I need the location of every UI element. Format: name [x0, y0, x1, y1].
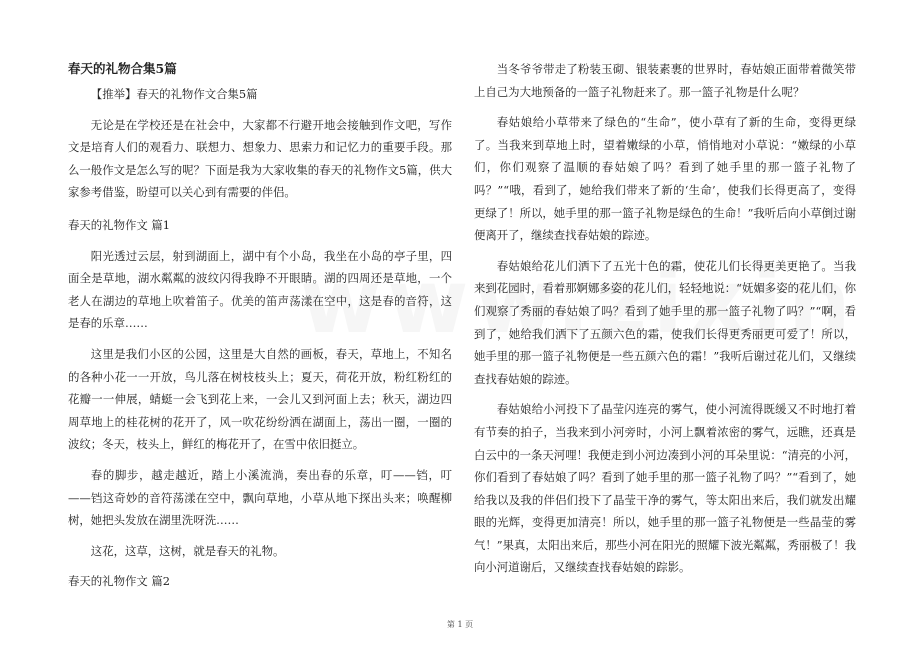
- section-2-title: 春天的礼物作文 篇2: [68, 574, 170, 589]
- right-column: [474, 58, 856, 587]
- right-paragraph-3: 春姑娘给花儿们洒下了五光十色的霜，使花儿们长得更美更艳了。当我来到花园时，看着那婀娜多姿的花儿们，轻轻地说：“妩媚多姿的花儿们，你们观察了秀丽的春姑娘了吗？看到了她手里的那一篮子礼物了吗？”“啊，看到了，她给我们洒下了五颜六色的霜，使我们长得更秀丽更可爱了！所以，她手里的那一篮子礼物便是一些五颜六色的霜！”我听后谢过花儿们，又继续查找春姑娘的踪迹。: [474, 258, 856, 386]
- right-paragraph-1: 当冬爷爷带走了粉装玉砌、银装素裹的世界时，春姑娘正面带着微笑带上自己为大地预备的一篮子礼物赶来了。那一篮子礼物是什么呢？: [474, 62, 856, 99]
- intro-paragraph: 无论是在学校还是在社会中，大家都不行避开地会接触到作文吧，写作文是培育人们的观看力、联想力、想象力、思索力和记忆力的重要手段。那么一般作文是怎么写的呢？下面是我为大家收集的春天的礼物作文5篇，供大家参考借鉴，盼望可以关心到有需要的伴侣。: [68, 117, 452, 200]
- left-column: [68, 58, 452, 601]
- section-1-paragraph-1: 阳光透过云层，射到湖面上，湖中有个小岛，我坐在小岛的亭子里，四面全是草地，湖水粼粼的波纹闪得我睁不开眼睛。湖的四周还是草地，一个老人在湖边的草地上吹着笛子。优美的笛声荡漾在空中，这是春的音符，这是春的乐章……: [68, 248, 452, 331]
- right-paragraph-2: 春姑娘给小草带来了绿色的“生命”，使小草有了新的生命，变得更绿了。当我来到草地上时，望着嫩绿的小草，悄悄地对小草说：“嫩绿的小草们，你们观察了温顺的春姑娘了吗？看到了她手里的那一篮子礼物了吗？”“哦，看到了，她给我们带来了新的‘生命’，使我们长得更高了，变得更绿了！所以，她手里的那一篮子礼物是绿色的生命！”我听后向小草倒过谢便离开了，继续查找春姑娘的踪迹。: [474, 115, 856, 243]
- document-title: 春天的礼物合集5篇: [68, 61, 177, 76]
- section-1-paragraph-3: 春的脚步，越走越近，踏上小溪流淌，奏出春的乐章，叮——铛，叮——铛这奇妙的音符荡漾在空中，飘向草地，小草从地下探出头来；唤醒柳树，她把头发放在湖里洗呀洗……: [68, 467, 452, 528]
- right-paragraph-4: 春姑娘给小河投下了晶莹闪连亮的雾气，使小河流得既缓又不时地打着有节奏的拍子，当我来到小河旁时，小河上飘着浓密的雾气，远瞧，还真是白云中的一条天河哩！我便走到小河边凑到小河的耳朵里说：“清亮的小河，你们看到了春姑娘了吗？看到了她手里的那一篮子礼物了吗？”“看到了，她给我以及我的伴侣们投下了晶莹干净的雾气，等太阳出来后，我们就发出耀眼的光辉，变得更加清亮！所以，她手里的那一篮子礼物便是一些晶莹的雾气！”果真，太阳出来后，那些小河在阳光的照耀下波光粼粼，秀丽极了！我向小河道谢后，又继续查找春姑娘的踪影。: [474, 402, 856, 575]
- section-1-paragraph-2: 这里是我们小区的公园，这里是大自然的画板，春天，草地上，不知名的各种小花一一开放，鸟儿落在树枝枝头上；夏天，荷花开放，粉红粉红的花瓣一一伸展，蜻蜓一会飞到花上来，一会儿又到河面上去；秋天，湖边四周草地上的桂花树的花开了，风一吹花纷纷洒在湖面上，荡出一圈，一圈的波纹；冬天，枝头上，鲜红的梅花开了，在雪中依旧挺立。: [68, 346, 452, 452]
- section-1-title: 春天的礼物作文 篇1: [68, 217, 170, 232]
- page-footer: 第 1 页: [446, 620, 474, 629]
- recommend-line: 【推举】春天的礼物作文合集5篇: [90, 87, 258, 101]
- section-1-paragraph-4: 这花，这草，这树，就是春天的礼物。: [90, 543, 285, 558]
